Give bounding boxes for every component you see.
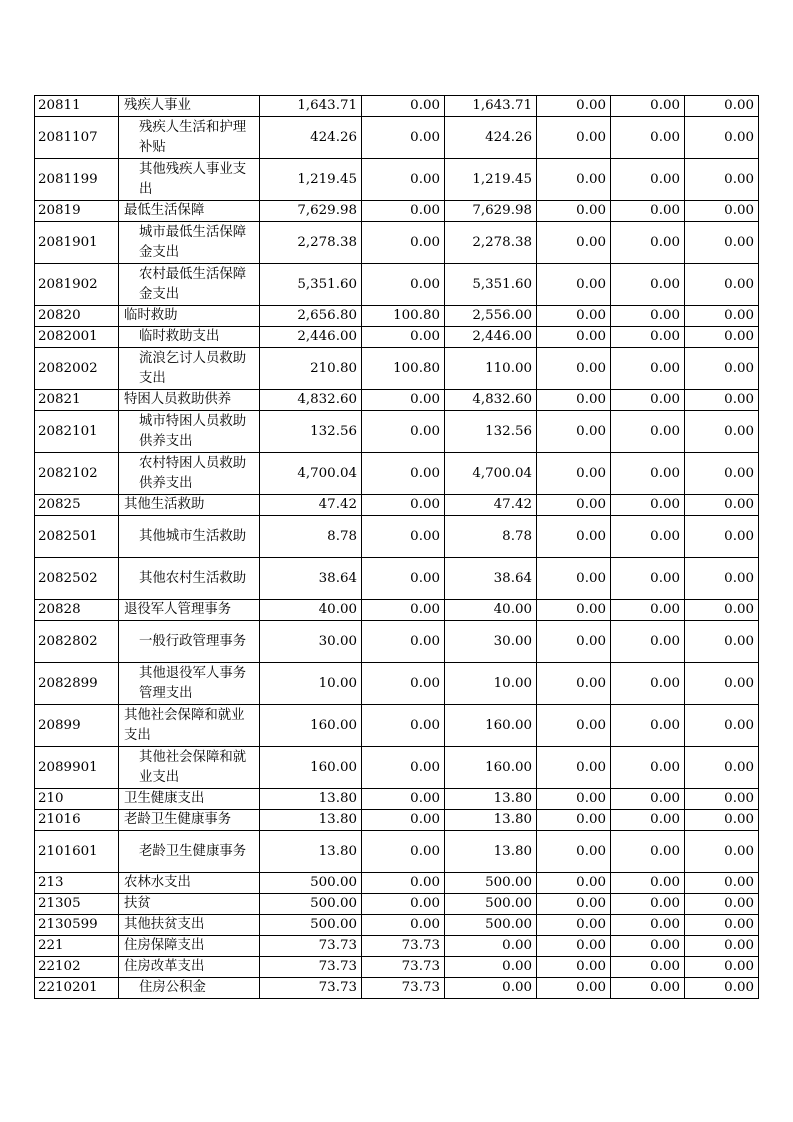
amount-cell: 5,351.60 [260, 264, 362, 306]
subject-name-cell: 其他退役军人事务管理支出 [119, 663, 260, 705]
amount-cell: 47.42 [260, 495, 362, 516]
amount-cell: 13.80 [445, 789, 537, 810]
amount-cell: 0.00 [685, 789, 759, 810]
subject-name-cell: 住房公积金 [119, 978, 260, 999]
amount-cell: 0.00 [611, 810, 685, 831]
table-row [35, 348, 759, 390]
expenditure-table [34, 95, 759, 999]
amount-cell: 0.00 [362, 831, 445, 873]
amount-cell: 0.00 [537, 747, 611, 789]
subject-code-cell: 2082101 [35, 411, 119, 453]
amount-cell: 0.00 [685, 327, 759, 348]
subject-code-cell: 2082802 [35, 621, 119, 663]
amount-cell: 0.00 [611, 915, 685, 936]
amount-cell: 0.00 [537, 558, 611, 600]
amount-cell: 0.00 [685, 663, 759, 705]
amount-cell: 0.00 [611, 411, 685, 453]
amount-cell: 0.00 [362, 411, 445, 453]
table-row [35, 327, 759, 348]
amount-cell: 500.00 [260, 894, 362, 915]
table-row [35, 96, 759, 117]
amount-cell: 0.00 [537, 516, 611, 558]
subject-code-cell: 2089901 [35, 747, 119, 789]
amount-cell: 0.00 [362, 201, 445, 222]
amount-cell: 0.00 [611, 264, 685, 306]
amount-cell: 2,446.00 [445, 327, 537, 348]
amount-cell: 0.00 [537, 663, 611, 705]
amount-cell: 4,700.04 [445, 453, 537, 495]
subject-code-cell: 21016 [35, 810, 119, 831]
amount-cell: 0.00 [362, 453, 445, 495]
subject-code-cell: 20899 [35, 705, 119, 747]
amount-cell: 0.00 [611, 705, 685, 747]
subject-code-cell: 2081199 [35, 159, 119, 201]
subject-name-cell: 老龄卫生健康事务 [119, 810, 260, 831]
amount-cell: 160.00 [445, 705, 537, 747]
amount-cell: 110.00 [445, 348, 537, 390]
amount-cell: 0.00 [685, 558, 759, 600]
subject-name-cell: 其他社会保障和就业支出 [119, 705, 260, 747]
amount-cell: 4,700.04 [260, 453, 362, 495]
amount-cell: 0.00 [611, 978, 685, 999]
amount-cell: 0.00 [362, 663, 445, 705]
amount-cell: 40.00 [260, 600, 362, 621]
table-body [35, 96, 759, 999]
subject-name-cell: 残疾人事业 [119, 96, 260, 117]
amount-cell: 0.00 [685, 894, 759, 915]
amount-cell: 0.00 [537, 705, 611, 747]
amount-cell: 0.00 [685, 159, 759, 201]
subject-code-cell: 22102 [35, 957, 119, 978]
subject-code-cell: 2101601 [35, 831, 119, 873]
amount-cell: 0.00 [611, 831, 685, 873]
subject-name-cell: 城市最低生活保障金支出 [119, 222, 260, 264]
amount-cell: 0.00 [611, 600, 685, 621]
amount-cell: 0.00 [685, 831, 759, 873]
table-row [35, 264, 759, 306]
amount-cell: 0.00 [537, 222, 611, 264]
amount-cell: 0.00 [362, 96, 445, 117]
amount-cell: 0.00 [685, 600, 759, 621]
subject-code-cell: 213 [35, 873, 119, 894]
amount-cell: 4,832.60 [260, 390, 362, 411]
amount-cell: 0.00 [611, 516, 685, 558]
amount-cell: 0.00 [537, 348, 611, 390]
amount-cell: 0.00 [537, 789, 611, 810]
amount-cell: 73.73 [362, 936, 445, 957]
subject-name-cell: 其他生活救助 [119, 495, 260, 516]
amount-cell: 1,643.71 [445, 96, 537, 117]
amount-cell: 0.00 [611, 453, 685, 495]
amount-cell: 7,629.98 [445, 201, 537, 222]
amount-cell: 0.00 [537, 495, 611, 516]
table-row [35, 159, 759, 201]
amount-cell: 160.00 [260, 747, 362, 789]
amount-cell: 0.00 [685, 810, 759, 831]
table-row [35, 306, 759, 327]
amount-cell: 0.00 [362, 747, 445, 789]
amount-cell: 2,556.00 [445, 306, 537, 327]
amount-cell: 8.78 [260, 516, 362, 558]
subject-name-cell: 住房保障支出 [119, 936, 260, 957]
amount-cell: 0.00 [685, 201, 759, 222]
subject-name-cell: 农村最低生活保障金支出 [119, 264, 260, 306]
amount-cell: 0.00 [537, 957, 611, 978]
subject-code-cell: 2082002 [35, 348, 119, 390]
amount-cell: 0.00 [685, 915, 759, 936]
subject-name-cell: 农村特困人员救助供养支出 [119, 453, 260, 495]
subject-name-cell: 残疾人生活和护理补贴 [119, 117, 260, 159]
amount-cell: 160.00 [260, 705, 362, 747]
subject-code-cell: 2082001 [35, 327, 119, 348]
amount-cell: 0.00 [362, 558, 445, 600]
amount-cell: 132.56 [445, 411, 537, 453]
amount-cell: 0.00 [685, 621, 759, 663]
amount-cell: 0.00 [611, 390, 685, 411]
table-row [35, 957, 759, 978]
table-row [35, 117, 759, 159]
amount-cell: 0.00 [537, 873, 611, 894]
subject-code-cell: 2081107 [35, 117, 119, 159]
table-row [35, 453, 759, 495]
amount-cell: 210.80 [260, 348, 362, 390]
amount-cell: 0.00 [611, 936, 685, 957]
subject-code-cell: 2210201 [35, 978, 119, 999]
subject-name-cell: 退役军人管理事务 [119, 600, 260, 621]
amount-cell: 0.00 [362, 873, 445, 894]
amount-cell: 13.80 [260, 810, 362, 831]
amount-cell: 0.00 [611, 663, 685, 705]
amount-cell: 73.73 [260, 978, 362, 999]
amount-cell: 38.64 [445, 558, 537, 600]
subject-code-cell: 21305 [35, 894, 119, 915]
amount-cell: 0.00 [611, 789, 685, 810]
amount-cell: 0.00 [537, 453, 611, 495]
table-row [35, 621, 759, 663]
amount-cell: 0.00 [537, 306, 611, 327]
amount-cell: 0.00 [537, 390, 611, 411]
amount-cell: 2,278.38 [445, 222, 537, 264]
table-row [35, 705, 759, 747]
amount-cell: 0.00 [537, 600, 611, 621]
amount-cell: 0.00 [362, 327, 445, 348]
amount-cell: 0.00 [537, 201, 611, 222]
amount-cell: 0.00 [362, 117, 445, 159]
amount-cell: 10.00 [445, 663, 537, 705]
amount-cell: 0.00 [611, 201, 685, 222]
amount-cell: 13.80 [445, 831, 537, 873]
amount-cell: 13.80 [260, 831, 362, 873]
amount-cell: 0.00 [537, 411, 611, 453]
subject-code-cell: 210 [35, 789, 119, 810]
amount-cell: 0.00 [685, 96, 759, 117]
subject-name-cell: 城市特困人员救助供养支出 [119, 411, 260, 453]
subject-code-cell: 20820 [35, 306, 119, 327]
table-row [35, 747, 759, 789]
amount-cell: 0.00 [362, 810, 445, 831]
table-row [35, 558, 759, 600]
amount-cell: 0.00 [362, 222, 445, 264]
amount-cell: 0.00 [685, 348, 759, 390]
amount-cell: 0.00 [362, 600, 445, 621]
subject-name-cell: 农林水支出 [119, 873, 260, 894]
amount-cell: 1,219.45 [445, 159, 537, 201]
subject-code-cell: 2082501 [35, 516, 119, 558]
amount-cell: 73.73 [260, 957, 362, 978]
amount-cell: 8.78 [445, 516, 537, 558]
amount-cell: 2,656.80 [260, 306, 362, 327]
amount-cell: 0.00 [537, 936, 611, 957]
amount-cell: 0.00 [685, 453, 759, 495]
amount-cell: 0.00 [362, 264, 445, 306]
amount-cell: 0.00 [611, 558, 685, 600]
amount-cell: 0.00 [685, 390, 759, 411]
table-row [35, 390, 759, 411]
amount-cell: 30.00 [260, 621, 362, 663]
amount-cell: 10.00 [260, 663, 362, 705]
amount-cell: 0.00 [537, 96, 611, 117]
table-row [35, 789, 759, 810]
amount-cell: 0.00 [685, 306, 759, 327]
amount-cell: 13.80 [445, 810, 537, 831]
subject-code-cell: 20821 [35, 390, 119, 411]
amount-cell: 500.00 [445, 915, 537, 936]
table-row [35, 831, 759, 873]
table-row [35, 936, 759, 957]
amount-cell: 0.00 [537, 159, 611, 201]
amount-cell: 47.42 [445, 495, 537, 516]
amount-cell: 0.00 [445, 936, 537, 957]
amount-cell: 73.73 [362, 957, 445, 978]
amount-cell: 0.00 [362, 789, 445, 810]
amount-cell: 0.00 [611, 495, 685, 516]
amount-cell: 38.64 [260, 558, 362, 600]
subject-code-cell: 20825 [35, 495, 119, 516]
table-row [35, 600, 759, 621]
amount-cell: 0.00 [685, 705, 759, 747]
table-row [35, 411, 759, 453]
amount-cell: 0.00 [685, 978, 759, 999]
amount-cell: 0.00 [362, 705, 445, 747]
subject-name-cell: 一般行政管理事务 [119, 621, 260, 663]
amount-cell: 0.00 [611, 957, 685, 978]
amount-cell: 13.80 [260, 789, 362, 810]
amount-cell: 0.00 [611, 117, 685, 159]
amount-cell: 500.00 [260, 873, 362, 894]
subject-name-cell: 最低生活保障 [119, 201, 260, 222]
amount-cell: 0.00 [537, 621, 611, 663]
amount-cell: 0.00 [362, 390, 445, 411]
amount-cell: 0.00 [685, 873, 759, 894]
subject-code-cell: 20819 [35, 201, 119, 222]
table-row [35, 201, 759, 222]
amount-cell: 160.00 [445, 747, 537, 789]
subject-name-cell: 住房改革支出 [119, 957, 260, 978]
amount-cell: 0.00 [685, 957, 759, 978]
amount-cell: 0.00 [611, 747, 685, 789]
amount-cell: 2,446.00 [260, 327, 362, 348]
subject-name-cell: 临时救助支出 [119, 327, 260, 348]
amount-cell: 0.00 [362, 516, 445, 558]
subject-code-cell: 2082899 [35, 663, 119, 705]
amount-cell: 132.56 [260, 411, 362, 453]
table-row [35, 894, 759, 915]
amount-cell: 0.00 [685, 117, 759, 159]
amount-cell: 0.00 [362, 621, 445, 663]
subject-name-cell: 其他残疾人事业支出 [119, 159, 260, 201]
amount-cell: 1,643.71 [260, 96, 362, 117]
amount-cell: 0.00 [611, 159, 685, 201]
subject-code-cell: 20828 [35, 600, 119, 621]
amount-cell: 500.00 [445, 894, 537, 915]
amount-cell: 0.00 [537, 327, 611, 348]
amount-cell: 0.00 [537, 978, 611, 999]
amount-cell: 2,278.38 [260, 222, 362, 264]
amount-cell: 5,351.60 [445, 264, 537, 306]
amount-cell: 100.80 [362, 348, 445, 390]
amount-cell: 0.00 [362, 495, 445, 516]
subject-name-cell: 其他扶贫支出 [119, 915, 260, 936]
amount-cell: 0.00 [611, 96, 685, 117]
subject-name-cell: 其他农村生活救助 [119, 558, 260, 600]
amount-cell: 0.00 [685, 264, 759, 306]
amount-cell: 0.00 [537, 894, 611, 915]
amount-cell: 0.00 [685, 495, 759, 516]
subject-code-cell: 2130599 [35, 915, 119, 936]
amount-cell: 500.00 [260, 915, 362, 936]
subject-name-cell: 特困人员救助供养 [119, 390, 260, 411]
subject-code-cell: 221 [35, 936, 119, 957]
amount-cell: 0.00 [537, 810, 611, 831]
amount-cell: 0.00 [685, 222, 759, 264]
table-row [35, 516, 759, 558]
amount-cell: 0.00 [537, 117, 611, 159]
amount-cell: 0.00 [611, 873, 685, 894]
subject-name-cell: 其他社会保障和就业支出 [119, 747, 260, 789]
table-row [35, 978, 759, 999]
table-row [35, 495, 759, 516]
subject-name-cell: 临时救助 [119, 306, 260, 327]
amount-cell: 100.80 [362, 306, 445, 327]
subject-code-cell: 20811 [35, 96, 119, 117]
amount-cell: 40.00 [445, 600, 537, 621]
amount-cell: 0.00 [611, 348, 685, 390]
amount-cell: 0.00 [362, 915, 445, 936]
subject-code-cell: 2081901 [35, 222, 119, 264]
amount-cell: 424.26 [445, 117, 537, 159]
amount-cell: 0.00 [537, 831, 611, 873]
table-row [35, 222, 759, 264]
table-row [35, 873, 759, 894]
amount-cell: 1,219.45 [260, 159, 362, 201]
subject-code-cell: 2081902 [35, 264, 119, 306]
table-row [35, 915, 759, 936]
subject-name-cell: 扶贫 [119, 894, 260, 915]
amount-cell: 0.00 [611, 621, 685, 663]
amount-cell: 73.73 [362, 978, 445, 999]
amount-cell: 0.00 [685, 411, 759, 453]
amount-cell: 500.00 [445, 873, 537, 894]
subject-code-cell: 2082102 [35, 453, 119, 495]
subject-name-cell: 流浪乞讨人员救助支出 [119, 348, 260, 390]
amount-cell: 0.00 [362, 159, 445, 201]
amount-cell: 0.00 [445, 957, 537, 978]
amount-cell: 7,629.98 [260, 201, 362, 222]
subject-name-cell: 其他城市生活救助 [119, 516, 260, 558]
subject-code-cell: 2082502 [35, 558, 119, 600]
amount-cell: 0.00 [537, 264, 611, 306]
subject-name-cell: 老龄卫生健康事务 [119, 831, 260, 873]
amount-cell: 0.00 [685, 747, 759, 789]
amount-cell: 0.00 [685, 516, 759, 558]
amount-cell: 0.00 [445, 978, 537, 999]
table-row [35, 810, 759, 831]
table-row [35, 663, 759, 705]
amount-cell: 0.00 [611, 306, 685, 327]
amount-cell: 73.73 [260, 936, 362, 957]
amount-cell: 0.00 [362, 894, 445, 915]
subject-name-cell: 卫生健康支出 [119, 789, 260, 810]
amount-cell: 0.00 [611, 894, 685, 915]
amount-cell: 0.00 [611, 327, 685, 348]
amount-cell: 0.00 [611, 222, 685, 264]
amount-cell: 4,832.60 [445, 390, 537, 411]
amount-cell: 30.00 [445, 621, 537, 663]
amount-cell: 0.00 [685, 936, 759, 957]
amount-cell: 424.26 [260, 117, 362, 159]
amount-cell: 0.00 [537, 915, 611, 936]
